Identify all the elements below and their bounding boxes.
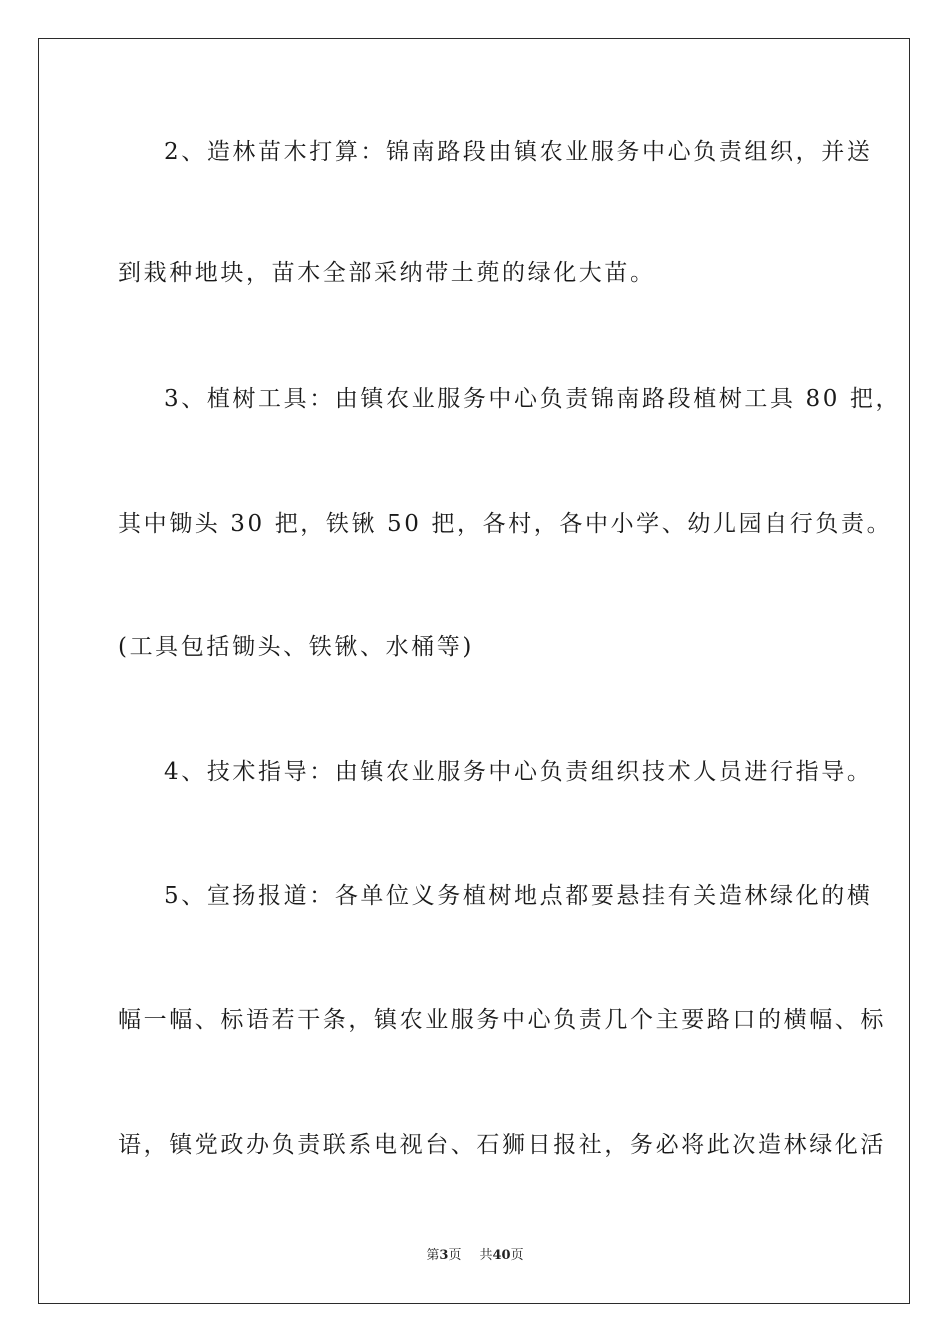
page-border	[38, 38, 910, 1304]
paragraph-line: 语，镇党政办负责联系电视台、石狮日报社，务必将此次造林绿化活	[118, 1132, 886, 1158]
paragraph-line: 3、植树工具：由镇农业服务中心负责锦南路段植树工具 80 把，	[164, 386, 902, 412]
paragraph-line: 幅一幅、标语若干条，镇农业服务中心负责几个主要路口的横幅、标	[118, 1007, 886, 1033]
paragraph-line: 到栽种地块，苗木全部采纳带土蔸的绿化大苗。	[118, 260, 656, 286]
paragraph-line: 4、技术指导：由镇农业服务中心负责组织技术人员进行指导。	[164, 759, 873, 785]
paragraph-line: 2、造林苗木打算：锦南路段由镇农业服务中心负责组织，并送	[164, 139, 873, 165]
total-suffix: 页	[510, 1248, 524, 1263]
page-number: 3	[439, 1248, 449, 1263]
page-footer	[0, 1247, 950, 1265]
total-pages: 40	[492, 1248, 511, 1263]
paragraph-line: (工具包括锄头、铁锹、水桶等)	[118, 634, 474, 660]
total-prefix: 共	[479, 1248, 493, 1263]
paragraph-line: 5、宣扬报道：各单位义务植树地点都要悬挂有关造林绿化的横	[164, 883, 873, 909]
paragraph-line: 其中锄头 30 把，铁锹 50 把，各村，各中小学、幼儿园自行负责。	[118, 511, 893, 537]
page-prefix: 第	[426, 1248, 440, 1263]
page-suffix: 页	[448, 1248, 462, 1263]
